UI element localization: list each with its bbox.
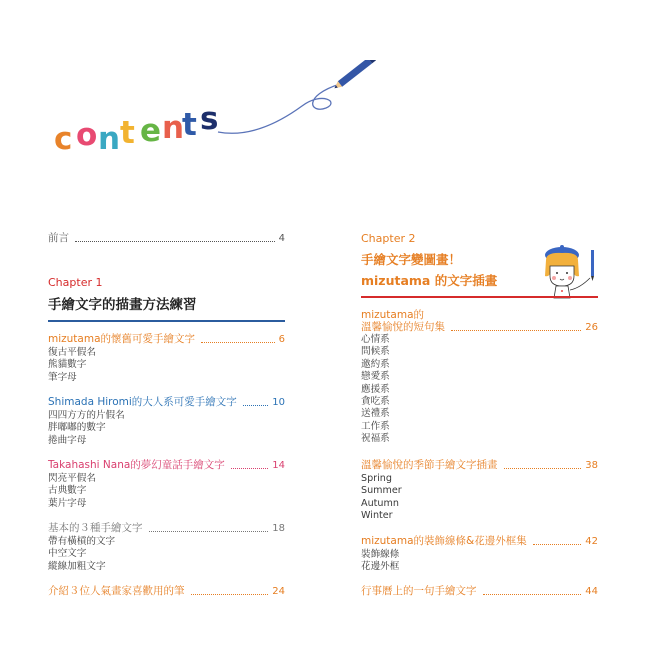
toc-entry[interactable] <box>361 459 598 472</box>
toc-label: mizutama的懷舊可愛手繪文字 <box>48 333 196 345</box>
chapter1-rule <box>48 320 285 322</box>
toc-subitem: 中空文字 <box>48 548 87 560</box>
pencil-icon <box>591 250 594 276</box>
toc-entry[interactable] <box>48 459 285 472</box>
toc-subitems <box>48 410 125 447</box>
page-number: 6 <box>278 334 285 345</box>
toc-entry[interactable] <box>361 585 598 598</box>
toc-subitems <box>48 347 96 384</box>
toc-subitem: 問候系 <box>361 346 390 358</box>
toc-subitem: 古典數字 <box>48 485 87 497</box>
toc-subitems <box>361 549 399 574</box>
page-number: 10 <box>272 397 285 408</box>
girl-illustration <box>540 244 602 300</box>
toc-preface[interactable] <box>48 232 285 245</box>
toc-subitem: Summer <box>361 485 402 497</box>
toc-subitem: 工作系 <box>361 420 390 432</box>
page-number: 14 <box>272 460 285 471</box>
toc-label: 溫馨愉悅的季節手繪文字插畫 <box>361 459 498 471</box>
leader-dots <box>191 594 269 595</box>
toc-entry[interactable] <box>361 321 598 334</box>
toc-subitem: Spring <box>361 473 392 484</box>
leader-dots <box>201 342 275 343</box>
toc-subitems <box>361 473 402 523</box>
leader-dots <box>231 468 268 469</box>
title-decoration <box>40 60 400 170</box>
toc-subitem: 花邊外框 <box>361 561 400 573</box>
toc-subitem: Autumn <box>361 497 399 509</box>
toc-entry[interactable] <box>48 333 285 346</box>
toc-entry-line1: mizutama的 <box>361 309 425 321</box>
title-letter: o <box>76 117 98 153</box>
page-number: 24 <box>272 586 285 597</box>
leader-dots <box>533 544 582 545</box>
title-letter: n <box>98 121 121 157</box>
page-number: 18 <box>272 523 285 534</box>
contents-title-art <box>40 60 400 170</box>
toc-subitem: 心情系 <box>361 334 390 345</box>
toc-label: 前言 <box>48 232 69 244</box>
toc-subitem: 裝飾線條 <box>361 549 400 560</box>
toc-subitem: 邀約系 <box>361 358 390 370</box>
toc-subitem: 送禮系 <box>361 408 390 420</box>
toc-subitem: 筆字母 <box>48 371 77 383</box>
title-letter: t <box>120 115 135 151</box>
toc-subitem: 胖嘟嘟的數字 <box>48 422 106 434</box>
toc-subitem: 葉片字母 <box>48 497 87 509</box>
toc-entry[interactable] <box>48 396 285 409</box>
toc-label: 基本的３種手繪文字 <box>48 522 143 534</box>
leader-dots <box>483 594 582 595</box>
toc-subitem: 貪吃系 <box>361 395 390 407</box>
chapter2-title-line2: mizutama 的文字插畫 <box>361 273 498 288</box>
page-number: 38 <box>585 460 598 471</box>
toc-subitem: 復古平假名 <box>48 347 96 358</box>
toc-entry[interactable] <box>48 522 285 535</box>
toc-label: Takahashi Nana的夢幻童話手繪文字 <box>48 459 225 471</box>
leader-dots <box>504 468 582 469</box>
toc-subitem: 帶有橫槓的文字 <box>48 536 116 547</box>
leader-dots <box>75 241 275 242</box>
leader-dots <box>149 531 269 532</box>
leader-dots <box>243 405 268 406</box>
chapter1-title: 手繪文字的描畫方法練習 <box>48 297 197 313</box>
toc-subitem: 縱線加粗文字 <box>48 560 106 572</box>
toc-subitem: 熊貓數字 <box>48 359 87 371</box>
leader-dots <box>451 330 581 331</box>
toc-subitem: Winter <box>361 510 393 522</box>
title-letter: n <box>162 110 185 146</box>
page-number: 26 <box>585 322 598 333</box>
toc-subitem: 閃亮平假名 <box>48 473 96 484</box>
title-letter: e <box>140 113 162 149</box>
toc-label: 溫馨愉悅的短句集 <box>361 321 445 333</box>
pen-line <box>218 84 340 133</box>
page-number: 4 <box>278 233 285 244</box>
toc-subitems <box>361 334 390 446</box>
toc-label: Shimada Hiromi的大人系可愛手繪文字 <box>48 396 237 408</box>
toc-entry[interactable] <box>48 585 285 598</box>
toc-subitem: 戀愛系 <box>361 371 390 383</box>
toc-label: 介紹３位人氣畫家喜歡用的筆 <box>48 585 185 597</box>
title-letter: t <box>182 107 197 143</box>
pencil-icon <box>332 60 376 91</box>
chapter2-rule <box>361 296 598 298</box>
chapter2-title-line1: 手繪文字變圖畫！ <box>361 252 462 267</box>
title-letter: s <box>200 101 219 137</box>
toc-subitems <box>48 473 96 510</box>
toc-subitem: 應援系 <box>361 383 390 395</box>
toc-subitem: 四四方方的片假名 <box>48 410 125 421</box>
toc-subitem: 祝福系 <box>361 433 390 445</box>
toc-label: mizutama的裝飾線條&花邊外框集 <box>361 535 527 547</box>
toc-label: 行事曆上的一句手繪文字 <box>361 585 477 597</box>
toc-entry[interactable] <box>361 535 598 548</box>
chapter2-tag: Chapter 2 <box>361 232 416 245</box>
page-number: 44 <box>585 586 598 597</box>
toc-subitems <box>48 536 115 573</box>
page-number: 42 <box>585 536 598 547</box>
title-letter: c <box>54 121 73 157</box>
toc-subitem: 捲曲字母 <box>48 434 87 446</box>
chapter1-tag: Chapter 1 <box>48 276 103 289</box>
